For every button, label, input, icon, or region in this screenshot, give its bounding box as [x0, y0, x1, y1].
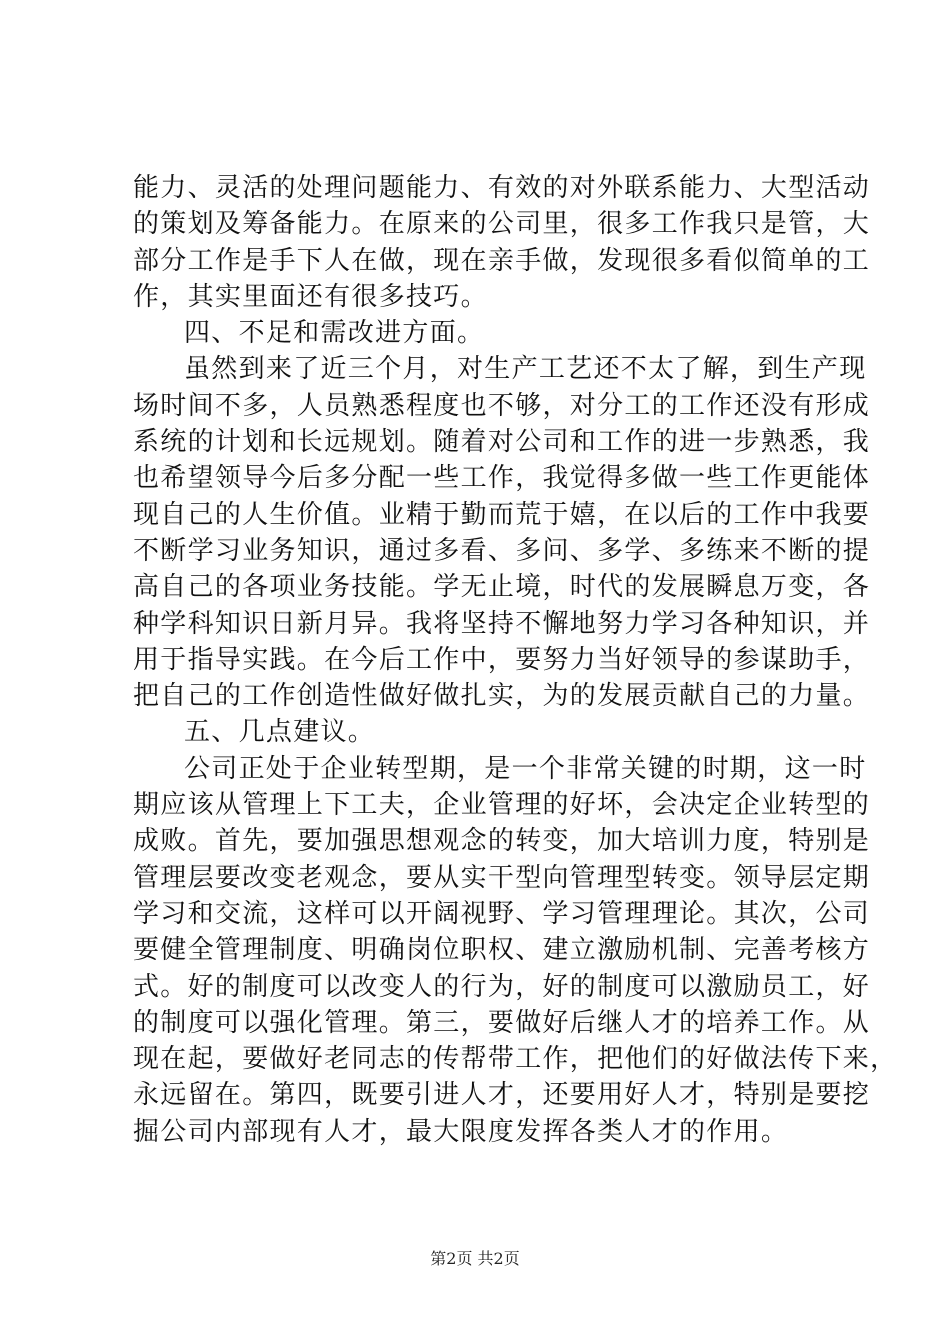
- text-line: 现自己的人生价值。业精于勤而荒于嬉，在以后的工作中我要: [133, 499, 871, 530]
- section-heading-5: 五、几点建议。: [184, 717, 376, 748]
- text-line: 公司正处于企业转型期，是一个非常关键的时期，这一时: [184, 753, 867, 784]
- text-line: 系统的计划和长远规划。随着对公司和工作的进一步熟悉，我: [133, 427, 871, 458]
- text-line: 式。好的制度可以改变人的行为，好的制度可以激励员工，好: [133, 971, 871, 1002]
- text-line: 成败。首先，要加强思想观念的转变，加大培训力度，特别是: [133, 826, 871, 857]
- text-line: 用于指导实践。在今后工作中，要努力当好领导的参谋助手，: [133, 644, 871, 675]
- text-line: 作，其实里面还有很多技巧。: [133, 281, 488, 312]
- text-line: 把自己的工作创造性做好做扎实，为的发展贡献自己的力量。: [133, 681, 871, 712]
- page-number-footer: 第2页 共2页: [430, 1249, 520, 1268]
- text-line: 期应该从管理上下工夫，企业管理的好坏，会决定企业转型的: [133, 790, 871, 821]
- section-heading-4: 四、不足和需改进方面。: [184, 318, 485, 349]
- text-line: 的制度可以强化管理。第三，要做好后继人才的培养工作。从: [133, 1007, 871, 1038]
- text-line: 要健全管理制度、明确岗位职权、建立激励机制、完善考核方: [133, 935, 871, 966]
- text-line: 管理层要改变老观念，要从实干型向管理型转变。领导层定期: [133, 862, 871, 893]
- text-line: 也希望领导今后多分配一些工作，我觉得多做一些工作更能体: [133, 463, 871, 494]
- text-line: 永远留在。第四，既要引进人才，还要用好人才，特别是要挖: [133, 1080, 871, 1111]
- text-line: 能力、灵活的处理问题能力、有效的对外联系能力、大型活动: [133, 173, 871, 203]
- text-line: 高自己的各项业务技能。学无止境，时代的发展瞬息万变，各: [133, 572, 871, 603]
- text-line: 学习和交流，这样可以开阔视野、学习管理理论。其次，公司: [133, 898, 871, 929]
- text-line: 掘公司内部现有人才，最大限度发挥各类人才的作用。: [133, 1116, 789, 1147]
- text-line: 现在起，要做好老同志的传帮带工作，把他们的好做法传下来，: [133, 1044, 898, 1075]
- text-line: 种学科知识日新月异。我将坚持不懈地努力学习各种知识，并: [133, 608, 871, 639]
- text-line: 不断学习业务知识，通过多看、多问、多学、多练来不断的提: [133, 535, 871, 566]
- text-line: 场时间不多，人员熟悉程度也不够，对分工的工作还没有形成: [133, 390, 871, 421]
- document-body: [133, 170, 898, 1150]
- text-line: 部分工作是手下人在做，现在亲手做，发现很多看似简单的工: [133, 245, 871, 276]
- text-line: 的策划及筹备能力。在原来的公司里，很多工作我只是管，大: [133, 209, 871, 240]
- text-line: 虽然到来了近三个月，对生产工艺还不太了解，到生产现: [184, 354, 867, 385]
